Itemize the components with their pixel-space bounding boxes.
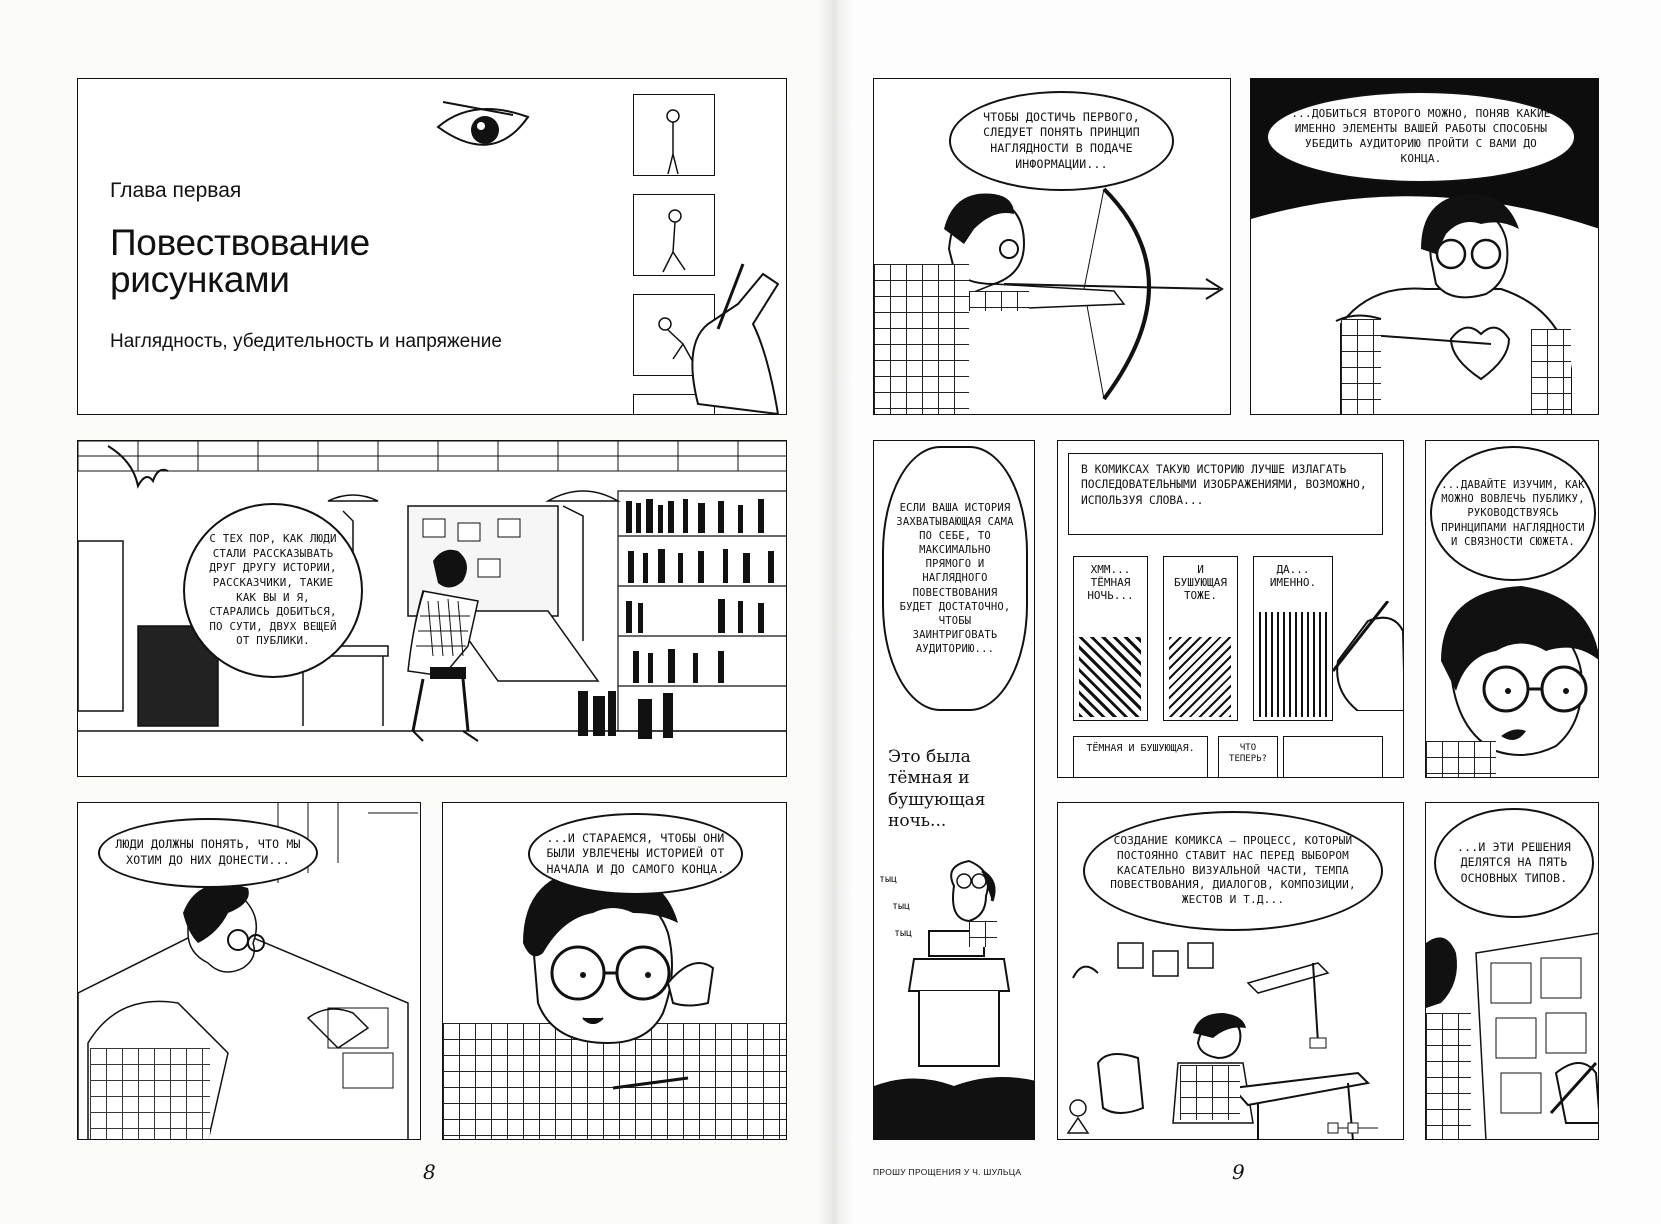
- caption-box: В КОМИКСАХ ТАКУЮ ИСТОРИЮ ЛУЧШЕ ИЗЛАГАТЬ ПОСЛЕДОВАТЕЛЬНЫМИ ИЗОБРАЖЕНИЯМИ, ВОЗМОЖНО, ИСПОЛЬЗУЯ СЛОВА...: [1068, 453, 1383, 535]
- drawing-hand: [678, 254, 787, 414]
- mini-comic-2: [1163, 556, 1238, 721]
- plaid-clothes: [969, 921, 997, 947]
- plaid-shirt: [1531, 329, 1571, 415]
- speech-bubble: ...ДАВАЙТЕ ИЗУЧИМ, КАК МОЖНО ВОВЛЕЧЬ ПУБЛИКУ, РУКОВОДСТВУЯСЬ ПРИНЦИПАМИ НАГЛЯДНОСТИ И СВЯЗНОСТИ СЮЖЕТА.: [1430, 446, 1596, 581]
- typed-text: Это была тёмная и бушующая ночь...: [888, 747, 986, 831]
- plaid-shirt: [1341, 319, 1381, 415]
- footer-note: ПРОШУ ПРОЩЕНИЯ У Ч. ШУЛЬЦА: [873, 1167, 1022, 1177]
- doghouse-drawing: [874, 841, 1035, 1140]
- comic-panel-five-types: [1425, 802, 1599, 1140]
- chapter-title-panel: [77, 78, 787, 415]
- plaid-shirt: [90, 1048, 210, 1140]
- studio-panel: [77, 440, 787, 777]
- mini-comic-text: ДА... ИМЕННО.: [1269, 563, 1317, 590]
- chapter-label: Глава первая: [110, 179, 242, 202]
- sound-effect: тыц: [894, 928, 913, 939]
- plaid-shirt: [1426, 741, 1496, 778]
- mini-comic-4: [1073, 736, 1208, 778]
- sound-effect: тыц: [892, 901, 911, 912]
- chapter-title: Повествование рисунками: [110, 222, 370, 300]
- mini-comic-6: [1283, 736, 1383, 778]
- plaid-shirt: [1426, 1013, 1471, 1140]
- chapter-subtitle: Наглядность, убедительность и напряжение: [110, 331, 502, 352]
- mini-comic-5: [1218, 736, 1278, 778]
- comic-panel-principles: [1425, 440, 1599, 778]
- page-number: 9: [1232, 1160, 1245, 1184]
- speech-bubble: ЧТОБЫ ДОСТИЧЬ ПЕРВОГО, СЛЕДУЕТ ПОНЯТЬ ПРИНЦИП НАГЛЯДНОСТИ В ПОДАЧЕ ИНФОРМАЦИИ...: [949, 91, 1174, 191]
- eye-illustration: [433, 97, 533, 167]
- page-number: 8: [423, 1160, 436, 1184]
- drawing-hand: [1328, 601, 1404, 711]
- plaid-shirt: [1180, 1065, 1240, 1120]
- speech-bubble: СОЗДАНИЕ КОМИКСА – ПРОЦЕСС, КОТОРЫЙ ПОСТОЯННО СТАВИТ НАС ПЕРЕД ВЫБОРОМ КАСАТЕЛЬНО ВИЗУАЛЬНОЙ ЧАСТИ, ТЕМПА ПОВЕСТВОВАНИЯ, ДИАЛОГОВ, КОМПОЗИЦИИ, ЖЕСТОВ И Т.Д...: [1083, 811, 1383, 931]
- speech-bubble: ...И ЭТИ РЕШЕНИЯ ДЕЛЯТСЯ НА ПЯТЬ ОСНОВНЫХ ТИПОВ.: [1434, 808, 1594, 918]
- speech-bubble: С ТЕХ ПОР, КАК ЛЮДИ СТАЛИ РАССКАЗЫВАТЬ ДРУГ ДРУГУ ИСТОРИИ, РАССКАЗЧИКИ, ТАКИЕ КАК ВЫ И Я, СТАРАЛИСЬ ДОБИТЬСЯ, ПО СУТИ, ДВУХ ВЕЩЕЙ ОТ ПУБЛИКИ.: [183, 503, 363, 678]
- mini-comic-text: ХММ... ТЁМНАЯ НОЧЬ...: [1087, 563, 1134, 603]
- speech-bubble: ЕСЛИ ВАША ИСТОРИЯ ЗАХВАТЫВАЮЩАЯ САМА ПО СЕБЕ, ТО МАКСИМАЛЬНО ПРЯМОГО И НАГЛЯДНОГО ПОВЕСТВОВАНИЯ БУДЕТ ДОСТАТОЧНО, ЧТОБЫ ЗАИНТРИГОВАТЬ АУДИТОРИЮ...: [882, 446, 1028, 711]
- comic-panel-choices: [1057, 802, 1404, 1140]
- mini-comic-3: [1253, 556, 1333, 721]
- plaid-sleeve: [969, 291, 1029, 311]
- comic-panel-typewriter: [873, 440, 1035, 1140]
- mini-comic-text: И БУШУЮЩАЯ ТОЖЕ.: [1174, 563, 1227, 603]
- speech-bubble: ...И СТАРАЕМСЯ, ЧТОБЫ ОНИ БЫЛИ УВЛЕЧЕНЫ ИСТОРИЕЙ ОТ НАЧАЛА И ДО САМОГО КОНЦА.: [528, 813, 743, 895]
- comic-panel-engage: [442, 802, 787, 1140]
- sound-effect: тыц: [879, 874, 898, 885]
- speech-bubble: ...ДОБИТЬСЯ ВТОРОГО МОЖНО, ПОНЯВ КАКИЕ ИМЕННО ЭЛЕМЕНТЫ ВАШЕЙ РАБОТЫ СПОСОБНЫ УБЕДИТЬ АУДИТОРИЮ ПРОЙТИ С ВАМИ ДО КОНЦА.: [1266, 91, 1576, 183]
- book-gutter: [818, 0, 854, 1224]
- mini-comic-text: ТЁМНАЯ И БУШУЮЩАЯ.: [1086, 743, 1195, 754]
- mini-comic-1: [1073, 556, 1148, 721]
- plaid-shirt: [874, 264, 969, 415]
- comic-panel-sequence: [1057, 440, 1404, 778]
- mini-comic-text: ЧТО ТЕПЕРЬ?: [1229, 743, 1267, 764]
- speech-bubble: ЛЮДИ ДОЛЖНЫ ПОНЯТЬ, ЧТО МЫ ХОТИМ ДО НИХ ДОНЕСТИ...: [98, 818, 318, 888]
- comic-panel-heart: [1250, 78, 1599, 415]
- comic-panel-explain: [77, 802, 421, 1140]
- comic-panel-archer: [873, 78, 1231, 415]
